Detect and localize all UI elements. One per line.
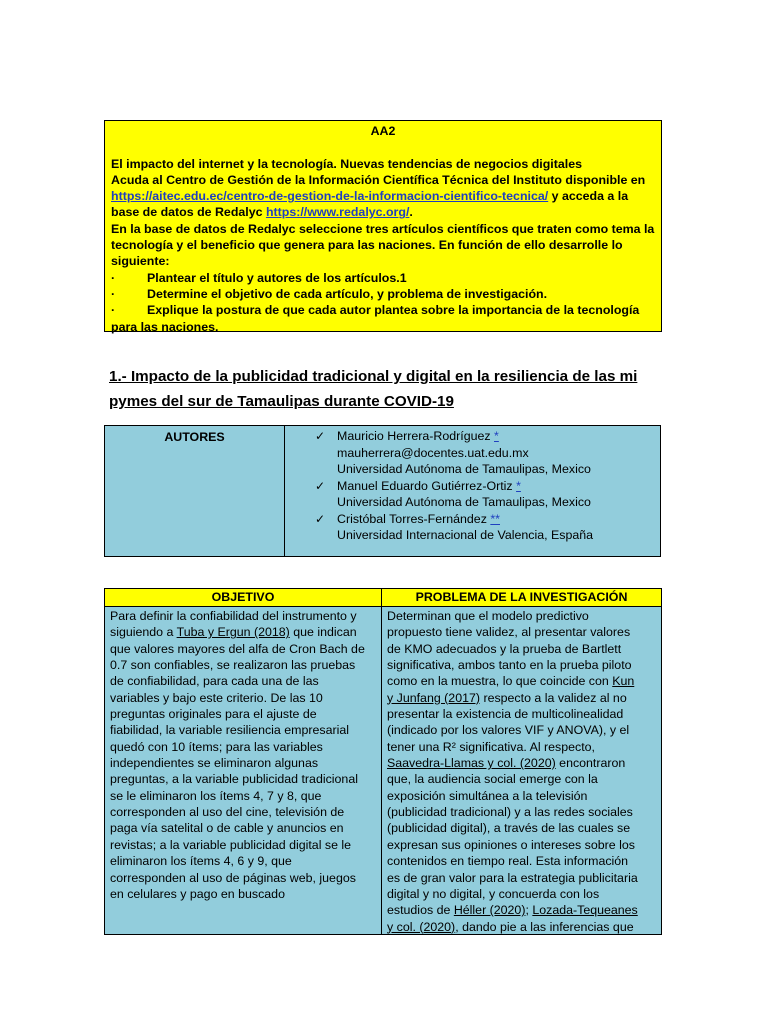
problem-header: PROBLEMA DE LA INVESTIGACIÓN [415,590,628,604]
assignment-title: El impacto del internet y la tecnología. Nuevas tendencias de negocios digitales [111,156,582,171]
assignment-text: y acceda a la [548,189,629,204]
text-line: (publicidad tradicional) y a las redes sociales [387,805,633,820]
citation-link[interactable]: Lozada-Tequeanes [532,903,638,918]
text-line: variables y bajo este criterio. De las 10 [110,690,323,705]
checkmark-icon: ✓ [315,511,326,526]
text-line: paga vía satelital o de cable y anuncios en [110,821,344,836]
bullet-text: Explique la postura de que cada autor plantea sobre la importancia de la tecnología [147,303,640,318]
authors-label: AUTORES [105,426,285,556]
text-line: que valores mayores del alfa de Cron Bach de [110,641,365,656]
text-line: de KMO adecuados y la prueba de Bartlett [387,641,622,656]
assignment-box [104,120,662,332]
author-entry [315,511,660,544]
text-line: propuesto tiene validez, al presentar valores [387,625,631,640]
checkmark-icon: ✓ [315,429,326,443]
text-line: revistas; a la variable publicidad digital se le [110,837,352,852]
checkmark-icon: ✓ [315,478,326,493]
author-name: Cristóbal Torres-Fernández [337,511,491,526]
text-line: exposición simultánea a la televisión [387,788,588,803]
assignment-link-line [111,204,655,220]
text-line: contenidos en tiempo real. Esta información [387,854,629,869]
assignment-bullet [111,302,655,318]
citation-link[interactable]: Kun [612,674,635,689]
assignment-bullet [111,270,655,286]
author-affiliation: Universidad Internacional de Valencia, España [337,528,594,542]
author-name: Mauricio Herrera-Rodríguez [337,429,495,443]
bullet-text: Determine el objetivo de cada artículo, y problema de investigación. [147,286,548,301]
text-line: preguntas, a la variable publicidad tradicional [110,772,358,787]
author-footnote-link[interactable]: * [516,478,521,493]
text-line: fiabilidad, la variable resiliencia empresarial [110,723,349,738]
author-footnote-link[interactable]: * [494,429,499,443]
assignment-bullet [111,286,655,302]
author-affiliation: Universidad Autónoma de Tamaulipas, Mexico [337,495,591,509]
author-affiliation: Universidad Autónoma de Tamaulipas, Mexico [337,462,591,476]
assignment-instruction-line: Acuda al Centro de Gestión de la Información Científica Técnica del Instituto disponible en [111,172,646,187]
text-line: expresan sus opiniones o intereses sobre los [387,837,635,852]
bullet-icon: · [111,286,116,301]
assignment-instruction-line: En la base de datos de Redalyc seleccione tres artículos científicos que traten como tema la [111,221,655,236]
objective-header: OBJETIVO [105,589,382,606]
authors-table [104,425,661,557]
aitec-link[interactable]: https://aitec.edu.ec/centro-de-gestion-de-la-informacion-cientifico-tecnica/ [111,189,549,204]
assignment-code: AA2 [370,124,396,138]
bullet-text: Plantear el título y autores de los artículos.1 [147,270,407,285]
text-span: que indican [289,625,357,640]
author-entry [315,428,660,478]
text-line [387,690,657,706]
text-line: corresponden al uso de páginas web, juegos [110,870,356,885]
text-span: estudios de [387,903,454,918]
assignment-text: . [409,205,413,220]
text-line: preguntas originales para el ajuste de [110,707,317,722]
article-heading [109,364,669,414]
text-line: Determinan que el modelo predictivo [387,609,589,623]
text-line [387,755,657,771]
text-span: como en la muestra, lo que coincide con [387,674,613,689]
citation-link[interactable]: Héller (2020) [453,903,526,918]
assignment-instruction-line: tecnología y el beneficio que genera para las naciones. En función de ello desarrolle lo [111,238,623,253]
author-name: Manuel Eduardo Gutiérrez-Ortiz [337,478,517,493]
bullet-icon: · [111,303,116,318]
text-line: de confiabilidad, para cada una de las [110,674,319,689]
citation-link[interactable]: Saavedra-Llamas y col. (2020) [387,756,556,771]
assignment-instruction-line: para las naciones. [111,319,219,334]
text-line: tener una R² significativa. Al respecto, [387,739,595,754]
problem-cell [382,607,661,935]
citation-link[interactable]: y Junfang (2017) [387,690,480,705]
text-line: quedó con 10 ítems; para las variables [110,739,323,754]
authors-list [285,426,660,556]
article-heading-line: 1.- Impacto de la publicidad tradicional y digital en la resiliencia de las mi [109,368,638,385]
text-line: que, la audiencia social emerge con la [387,772,598,787]
text-line: se le eliminaron los ítems 4, 7 y 8, que [110,788,322,803]
objective-cell [105,607,382,935]
citation-link[interactable]: y col. (2020) [387,919,456,934]
text-span: ; [525,903,533,918]
text-line: Para definir la confiabilidad del instrumento y [110,609,357,623]
text-line [387,673,657,689]
spacer [111,139,655,155]
assignment-instruction-line: siguiente: [111,254,170,269]
author-email: mauherrera@docentes.uat.edu.mx [337,445,529,460]
citation-link[interactable]: Tuba y Ergun (2018) [176,625,290,640]
text-span: encontraron [555,756,626,771]
assignment-link-line [111,188,655,204]
text-span: siguiendo a [110,625,177,640]
text-line [387,902,657,918]
text-line [387,919,657,935]
text-line: (publicidad digital), a través de las cuales se [387,821,631,836]
text-line: 0.7 son confiables, se realizaron las pruebas [110,658,356,673]
text-span: respecto a la validez al no [480,690,627,705]
redalyc-link[interactable]: https://www.redalyc.org/ [265,205,410,220]
text-line: presentar la existencia de multicolinealidad [387,707,624,722]
article-heading-line: pymes del sur de Tamaulipas durante COVID-19 [109,393,454,410]
author-entry [315,478,660,511]
text-line: (indicado por los valores VIF y ANOVA), y el [387,723,630,738]
objective-problem-table [104,588,662,935]
bullet-icon: · [111,270,116,285]
text-line: corresponden al uso del cine, televisión de [110,805,345,820]
text-line [110,624,377,640]
text-line: es de gran valor para la estrategia publicitaria [387,870,638,885]
text-line: significativa, ambos tanto en la prueba piloto [387,658,632,673]
table-body-row [105,607,661,935]
author-footnote-link[interactable]: ** [490,511,500,526]
text-span: , dando pie a las inferencias que [455,919,634,934]
text-line: independientes se eliminaron algunas [110,756,319,771]
text-line: eliminaron los ítems 4, 6 y 9, que [110,854,292,869]
text-line: en celulares y pago en buscado [110,886,285,901]
text-line: digital y no digital, y concuerda con los [387,886,600,901]
table-header-row [105,589,661,607]
assignment-text: base de datos de Redalyc [111,205,266,220]
